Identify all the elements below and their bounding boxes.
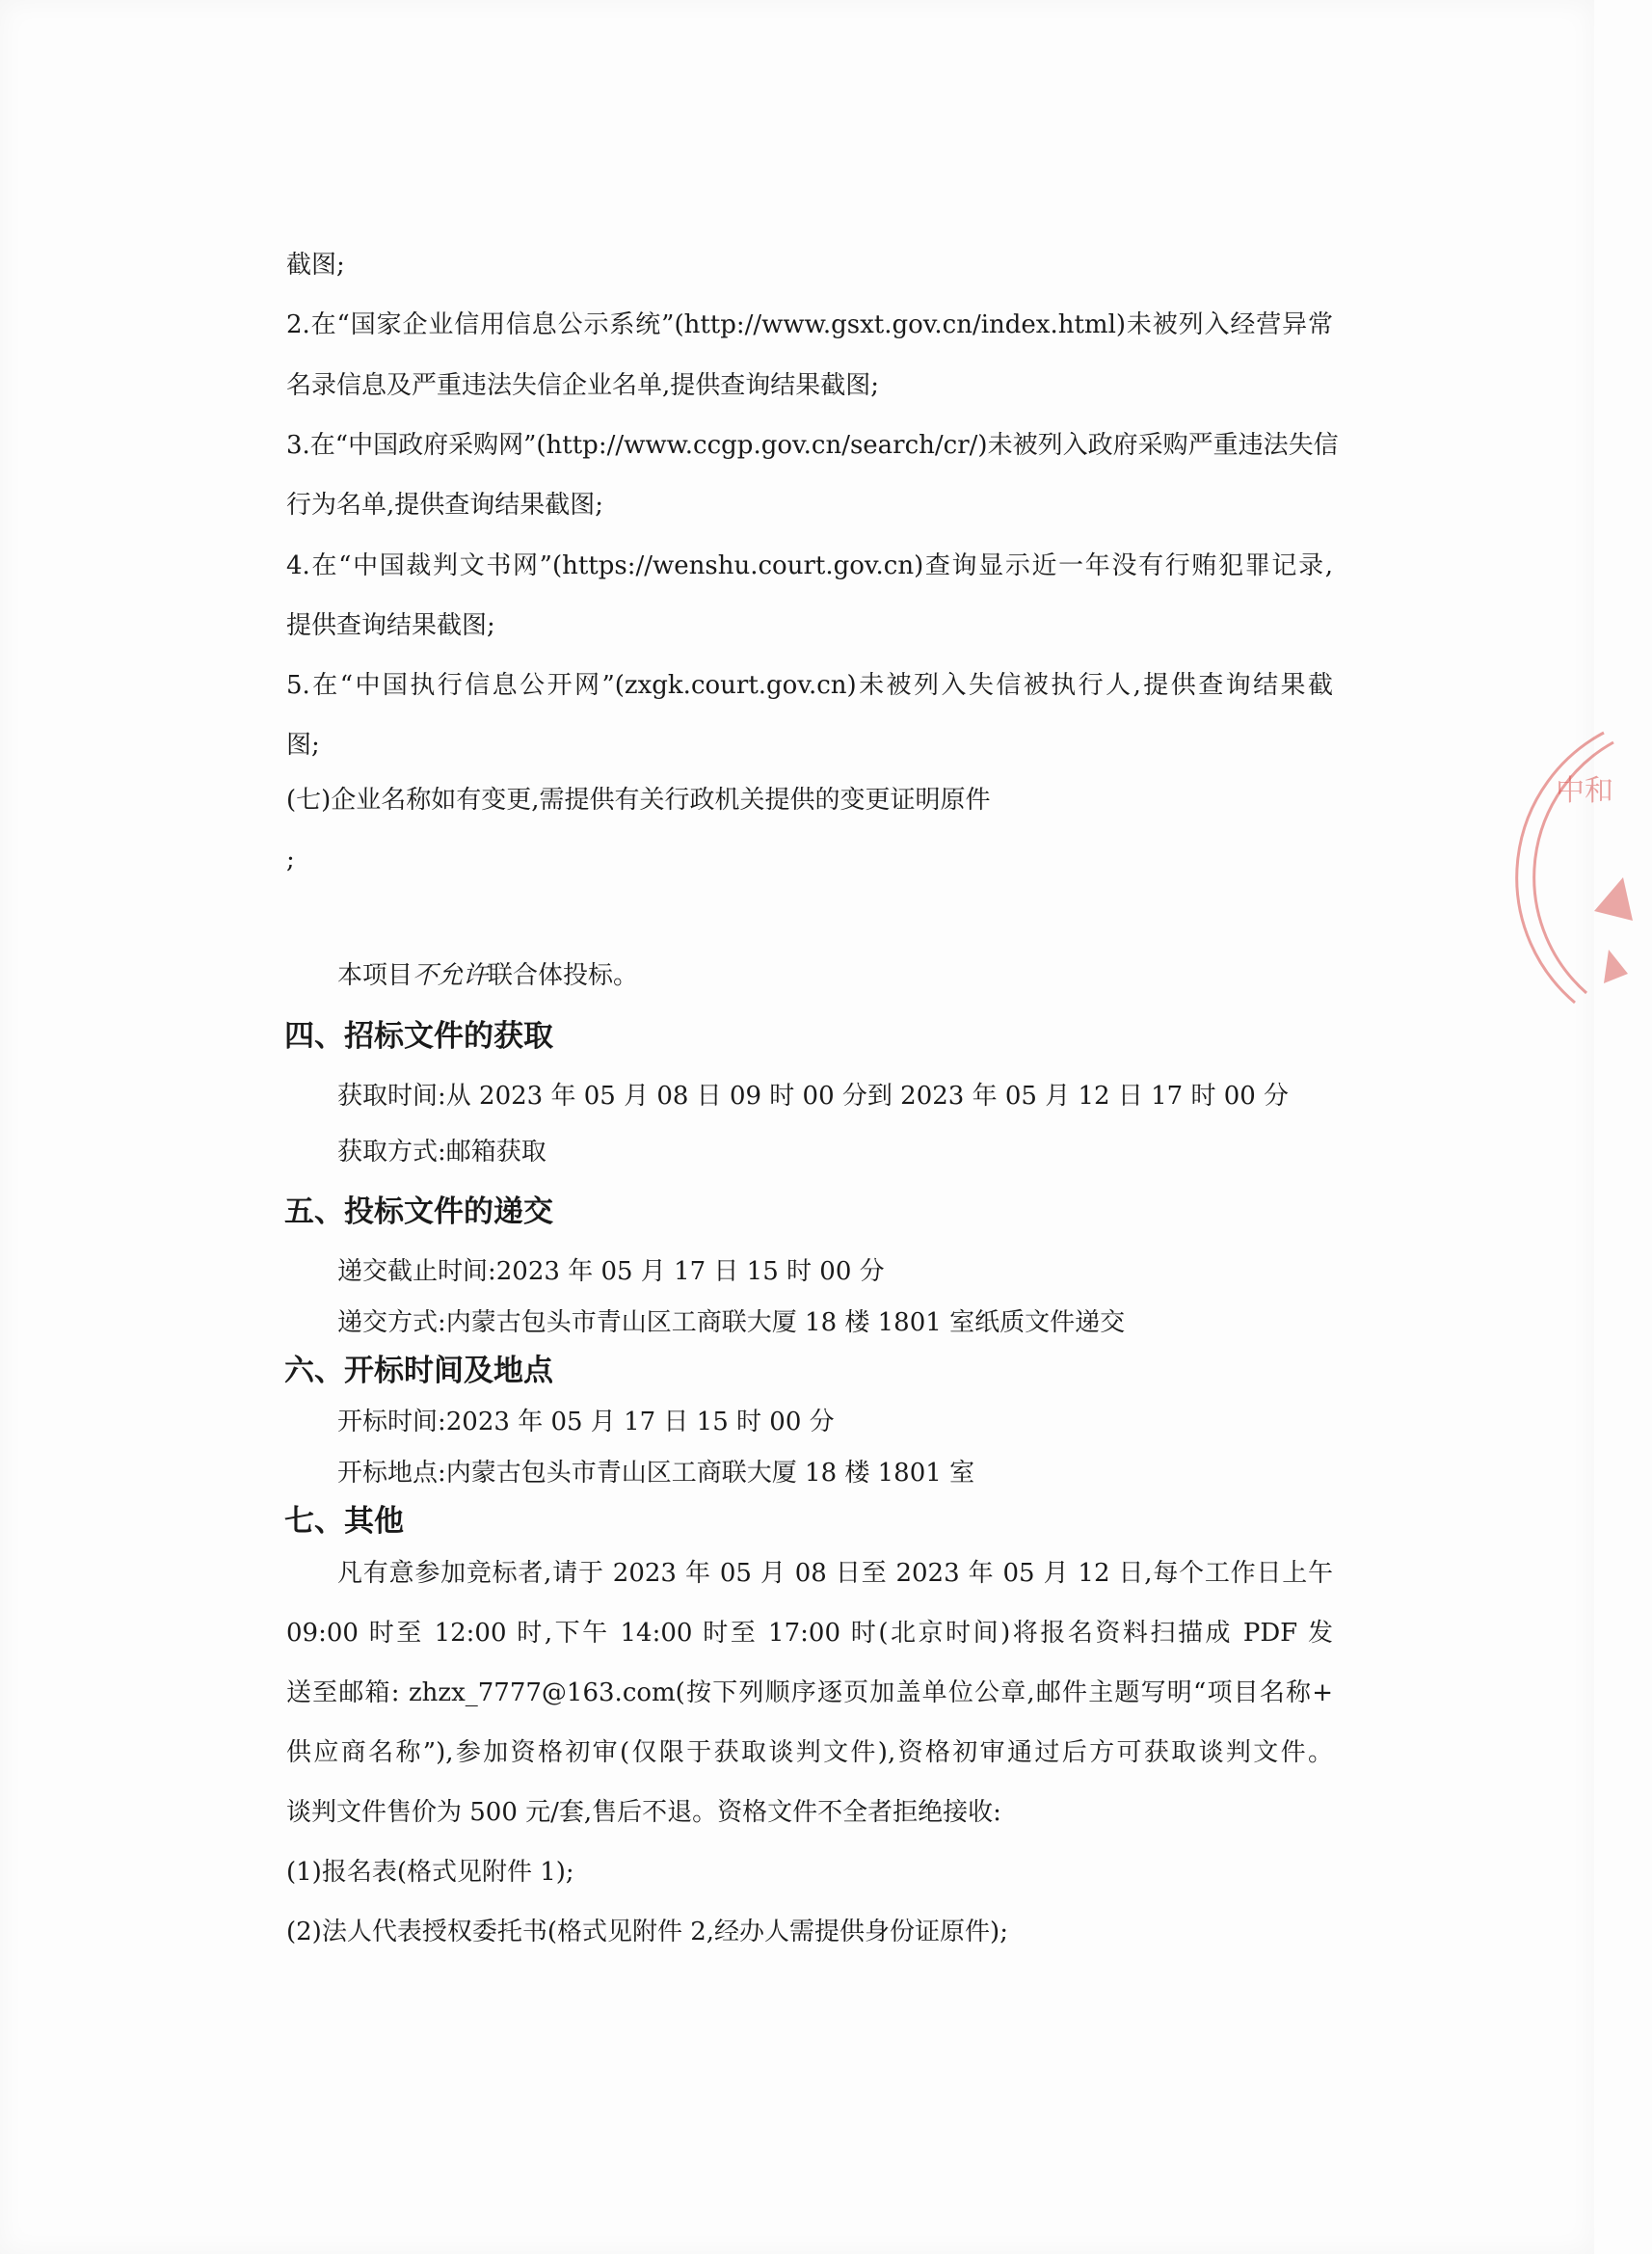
text-line: 图; <box>286 731 320 760</box>
text-line: 提供查询结果截图; <box>286 611 495 640</box>
text-fragment: 本项目 <box>337 961 413 990</box>
text-line: 谈判文件售价为 500 元/套,售后不退。资格文件不全者拒绝接收: <box>286 1798 1001 1827</box>
section-heading: 四、招标文件的获取 <box>284 1019 553 1054</box>
seal-stamp-icon <box>1536 713 1652 1080</box>
text-line: 凡有意参加竞标者,请于 2023 年 05 月 08 日至 2023 年 05 月 12 日,每个工作日上午 <box>337 1559 1333 1588</box>
text-line: 获取时间:从 2023 年 05 月 08 日 09 时 00 分到 2023 年 05 月 12 日 17 时 00 分 <box>337 1082 1290 1111</box>
text-line: (2)法人代表授权委托书(格式见附件 2,经办人需提供身份证原件); <box>286 1918 1008 1946</box>
text-line: 供应商名称”),参加资格初审(仅限于获取谈判文件),资格初审通过后方可获取谈判文件。 <box>286 1738 1333 1767</box>
text-line: 5.在“中国执行信息公开网”(zxgk.court.gov.cn)未被列入失信被执行人,提供查询结果截 <box>286 671 1333 700</box>
text-line: 4.在“中国裁判文书网”(https://wenshu.court.gov.cn)查询显示近一年没有行贿犯罪记录, <box>286 551 1333 580</box>
text-line: 获取方式:邮箱获取 <box>337 1138 546 1167</box>
section-heading: 七、其他 <box>284 1504 404 1539</box>
text-line: 开标地点:内蒙古包头市青山区工商联大厦 18 楼 1801 室 <box>337 1459 975 1488</box>
text-line: (1)报名表(格式见附件 1); <box>286 1858 574 1887</box>
text-fragment: 联合体投标。 <box>488 961 639 990</box>
joint-bid-line <box>337 959 638 992</box>
section-heading: 六、开标时间及地点 <box>284 1354 553 1388</box>
text-line: 送至邮箱: zhzx_7777@163.com(按下列顺序逐页加盖单位公章,邮件主题写明“项目名称+ <box>286 1678 1333 1707</box>
text-line: 递交方式:内蒙古包头市青山区工商联大厦 18 楼 1801 室纸质文件递交 <box>337 1308 1126 1337</box>
section-heading: 五、投标文件的递交 <box>284 1194 553 1229</box>
text-line: 截图; <box>286 251 345 280</box>
text-line: 名录信息及严重违法失信企业名单,提供查询结果截图; <box>286 371 880 400</box>
text-line: (七)企业名称如有变更,需提供有关行政机关提供的变更证明原件 <box>286 786 991 815</box>
text-line: 3.在“中国政府采购网”(http://www.ccgp.gov.cn/search/cr/)未被列入政府采购严重违法失信 <box>286 431 1339 460</box>
text-line: 行为名单,提供查询结果截图; <box>286 491 604 520</box>
italic-text: 不允许 <box>413 961 489 990</box>
text-line: 2.在“国家企业信用信息公示系统”(http://www.gsxt.gov.cn/index.html)未被列入经营异常 <box>286 310 1333 339</box>
text-line: ; <box>286 845 295 874</box>
svg-text:中和: 中和 <box>1556 774 1613 808</box>
text-line: 开标时间:2023 年 05 月 17 日 15 时 00 分 <box>337 1408 835 1436</box>
text-line: 递交截止时间:2023 年 05 月 17 日 15 时 00 分 <box>337 1257 885 1286</box>
text-line: 09:00 时至 12:00 时,下午 14:00 时至 17:00 时(北京时间)将报名资料扫描成 PDF 发 <box>286 1619 1333 1648</box>
